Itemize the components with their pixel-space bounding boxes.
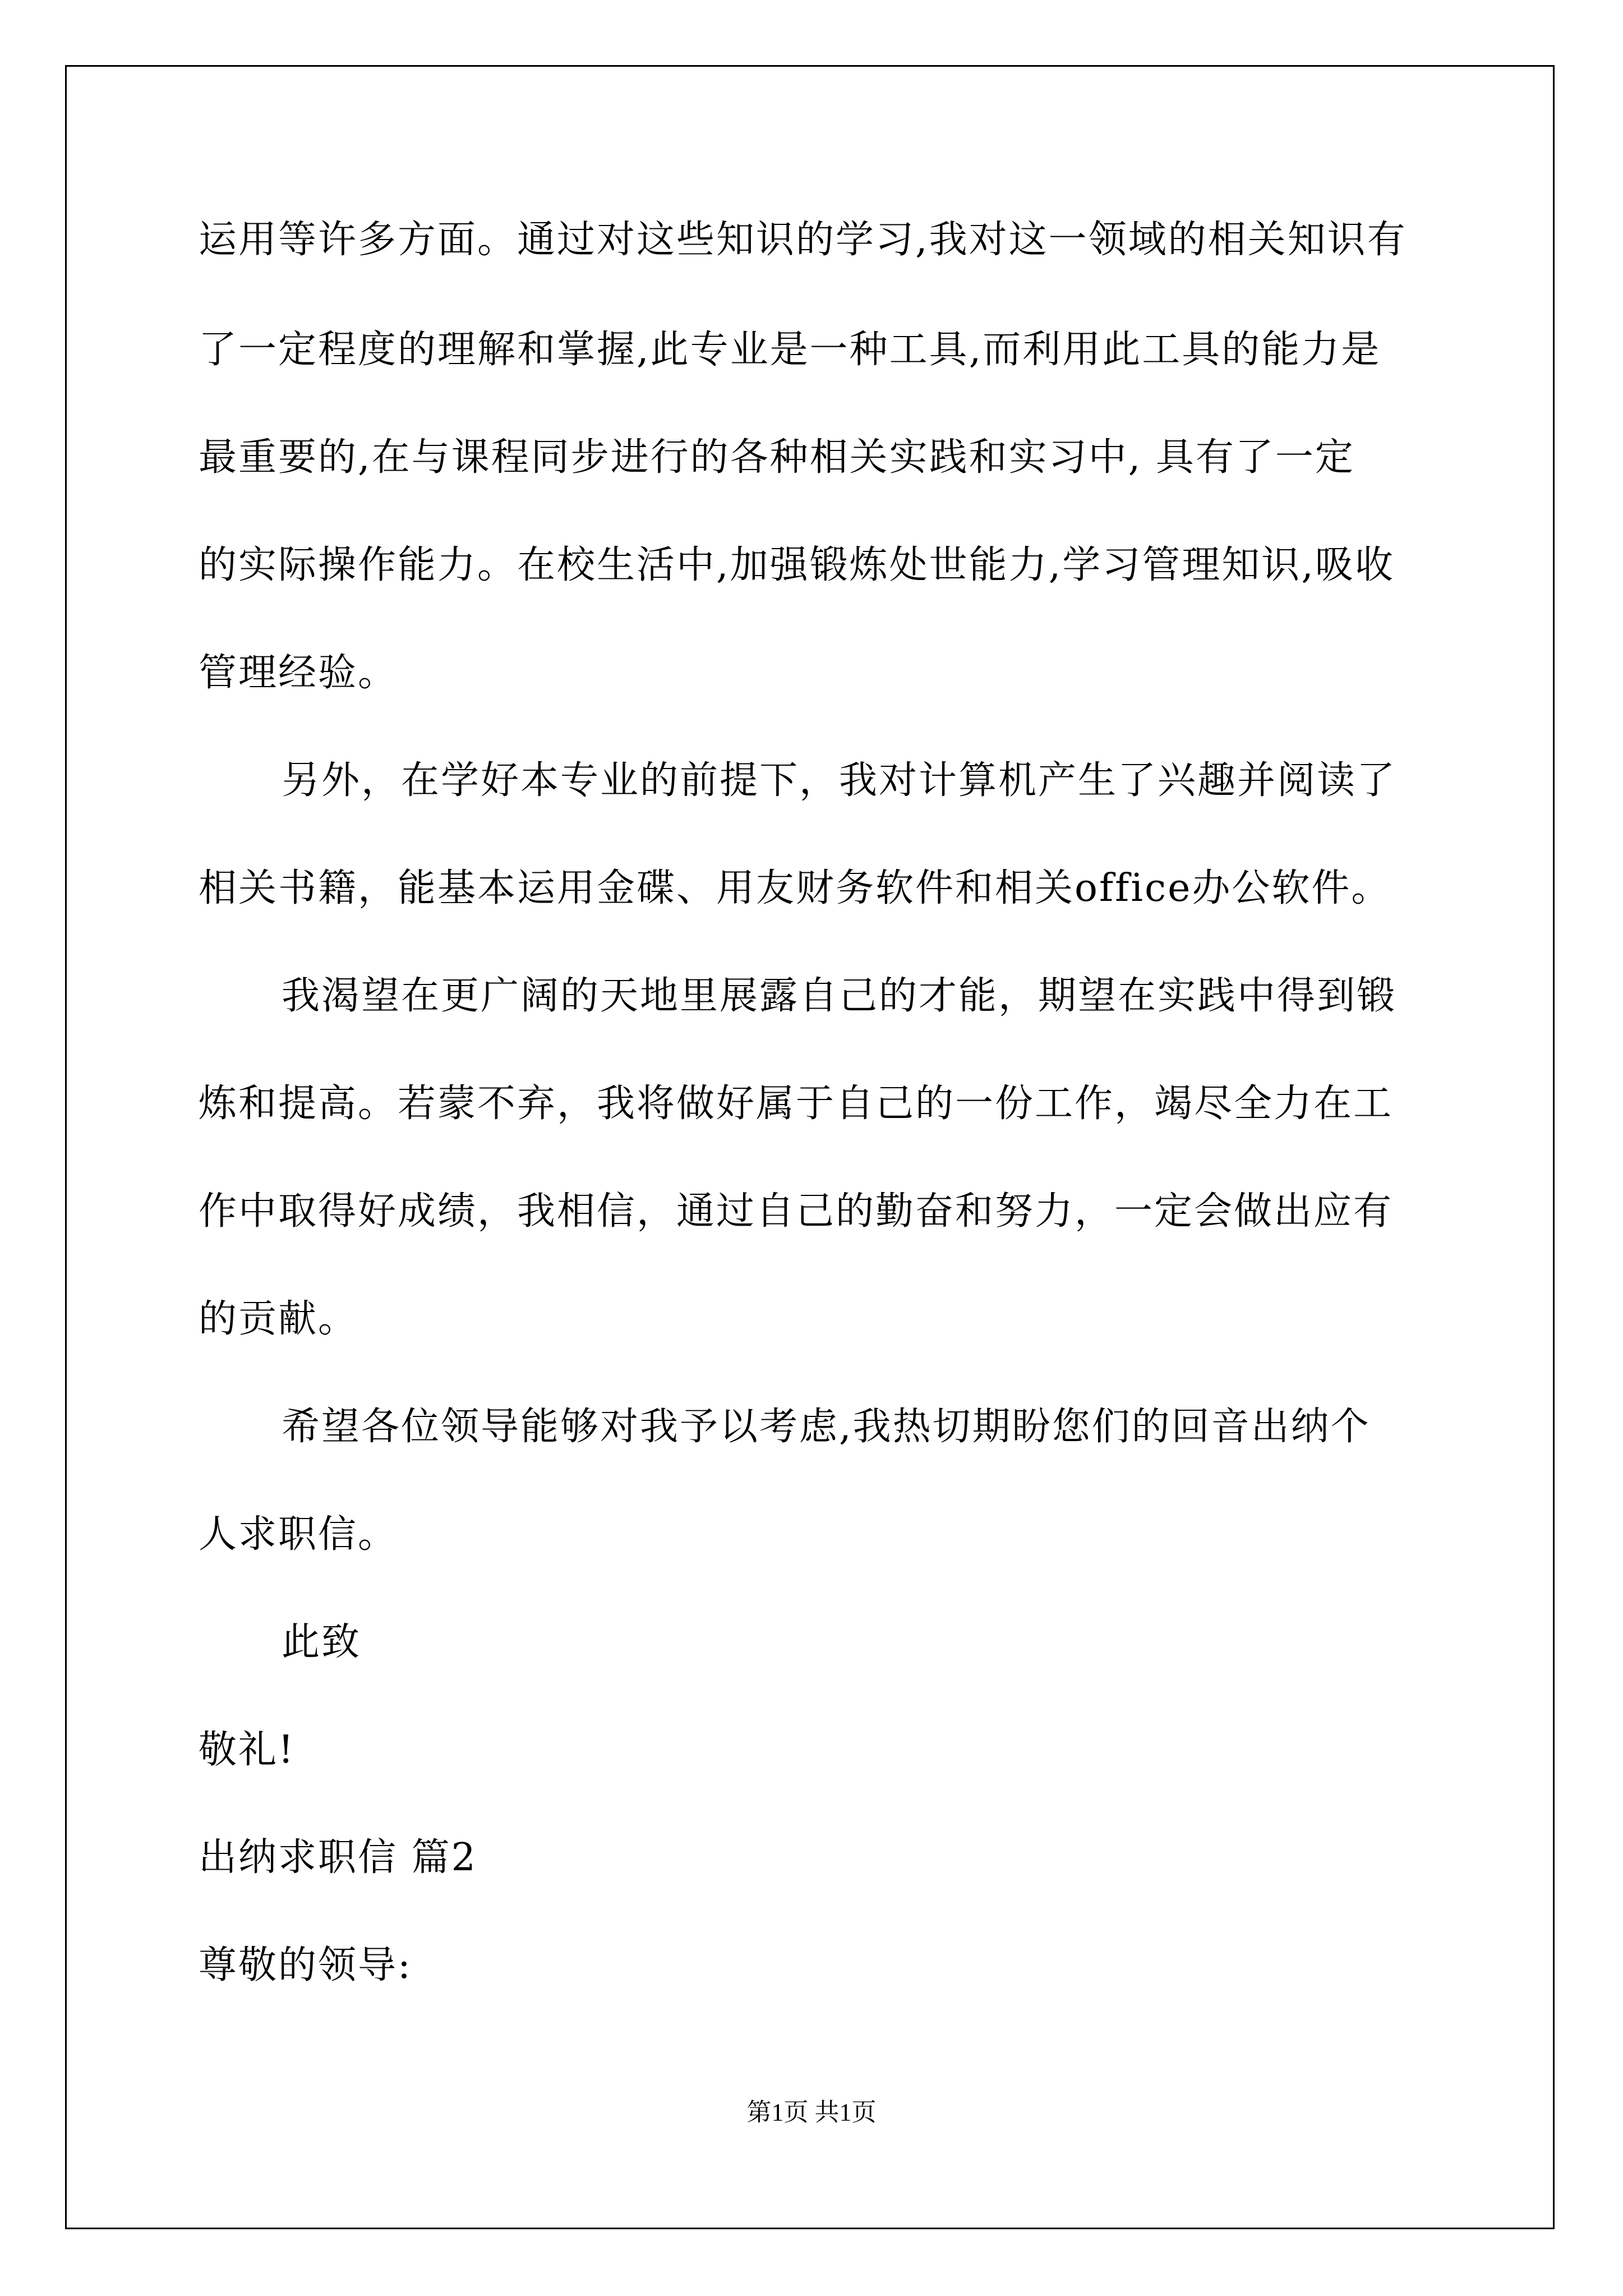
body-text-line: 相关书籍，能基本运用金碟、用友财务软件和相关office办公软件。	[199, 866, 1391, 910]
body-text-line: 管理经验。	[199, 651, 398, 695]
body-text-line: 人求职信。	[199, 1512, 398, 1557]
page-border	[65, 65, 1555, 2229]
body-text-line: 炼和提高。若蒙不弃，我将做好属于自己的一份工作，竭尽全力在工	[199, 1082, 1394, 1126]
closing-text: 此致	[282, 1620, 362, 1664]
body-text-line: 了一定程度的理解和掌握,此专业是一种工具,而利用此工具的能力是	[199, 328, 1381, 372]
body-text-line: 希望各位领导能够对我予以考虑,我热切期盼您们的回音出纳个	[282, 1405, 1371, 1449]
body-text-line: 运用等许多方面。通过对这些知识的学习,我对这一领域的相关知识有	[199, 218, 1407, 262]
salutation-end: 敬礼!	[199, 1728, 296, 1772]
body-text-line: 另外，在学好本专业的前提下，我对计算机产生了兴趣并阅读了	[282, 758, 1397, 803]
page-number-footer: 第1页 共1页	[746, 2099, 877, 2126]
body-text-line: 的实际操作能力。在校生活中,加强锻炼处世能力,学习管理知识,吸收	[199, 543, 1395, 587]
body-text-line: 作中取得好成绩，我相信，通过自己的勤奋和努力，一定会做出应有	[199, 1189, 1394, 1234]
greeting: 尊敬的领导:	[199, 1943, 412, 1987]
body-text-line: 的贡献。	[199, 1297, 358, 1341]
section-title: 出纳求职信 篇2	[199, 1835, 477, 1880]
body-text-line: 我渴望在更广阔的天地里展露自己的才能，期望在实践中得到锻	[282, 974, 1397, 1018]
body-text-line: 最重要的,在与课程同步进行的各种相关实践和实习中, 具有了一定	[199, 435, 1355, 480]
